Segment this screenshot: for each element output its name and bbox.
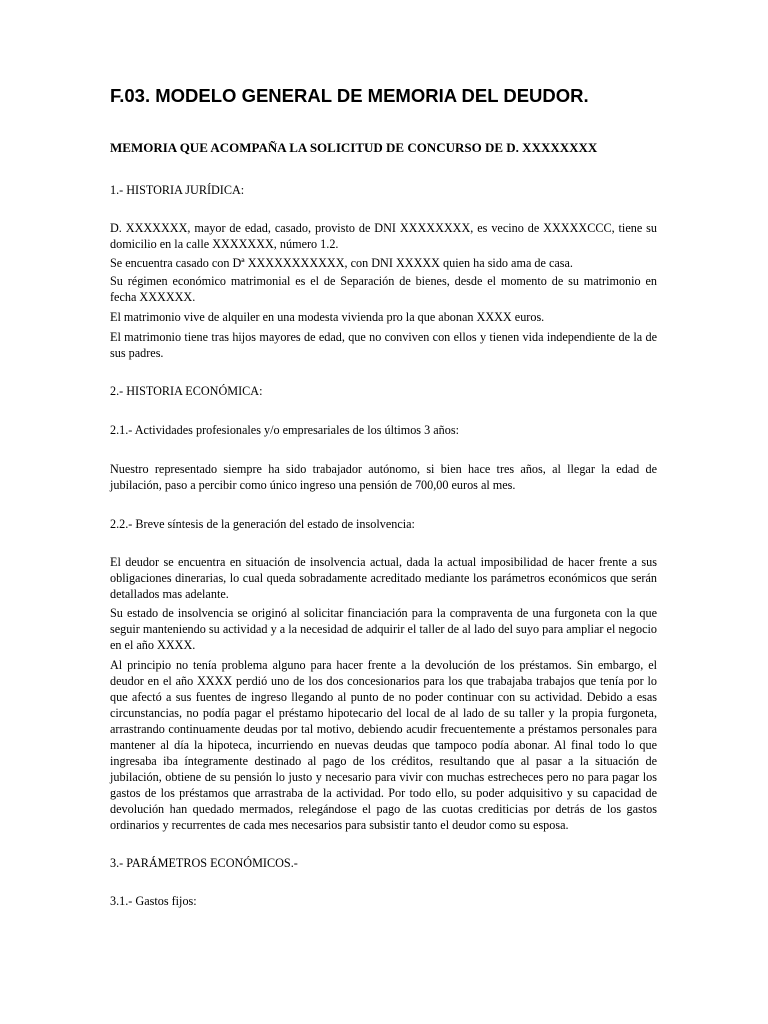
section-2-2-paragraph: Su estado de insolvencia se originó al solicitar financiación para la compraventa de una furgoneta con la que seguir manteniendo su actividad y a la necesidad de adquirir el taller de al lado del suyo para ampliar el negocio en el año XXXX. — [110, 606, 657, 652]
section-2-2-paragraph: Al principio no tenía problema alguno para hacer frente a la devolución de los préstamos. Sin embargo, el deudor en el año XXXX perdió uno de los dos concesionarios para los que trabajaba trabajos que tenía por lo que afectó a sus fuentes de ingreso llegando al punto de no poder continuar con su actividad. Debido a esas circunstancias, no podía pagar el préstamo hipotecario del local de al lado de su taller y la propia furgoneta, arrastrando continuamente deudas por tal motivo, debiendo acudir frecuentemente a préstamos personales para mantener al día la hipoteca, incurriendo en nuevas deudas que tampoco podía abonar. Al final todo lo que ingresaba iba íntegramente destinado al pago de los créditos, resultando que al pasar a la situación de jubilación, obtiene de su pensión lo justo y necesario para vivir con muchas estrecheces pero no para pagar los gastos de los préstamos que arrastraba de la actividad. Por todo ello, su poder adquisitivo y su capacidad de devolución han quedado mermados, relegándose el pago de las cuotas crediticias por detrás de los gastos ordinarios y recurrentes de cada mes necesarios para subsistir tanto el deudor como su esposa. — [110, 658, 657, 832]
section-2-1-paragraph: Nuestro representado siempre ha sido trabajador autónomo, si bien hace tres años, al llegar la edad de jubilación, paso a percibir como único ingreso una pensión de 700,00 euros al mes. — [110, 462, 657, 492]
section-1-paragraph: El matrimonio vive de alquiler en una modesta vivienda pro la que abonan XXXX euros. — [110, 310, 545, 324]
section-1-paragraph: El matrimonio tiene tras hijos mayores de edad, que no conviven con ellos y tienen vida independiente de la de sus padres. — [110, 330, 657, 360]
section-2-1-heading: 2.1.- Actividades profesionales y/o empresariales de los últimos 3 años: — [110, 423, 459, 437]
section-1-paragraph: D. XXXXXXX, mayor de edad, casado, provisto de DNI XXXXXXXX, es vecino de XXXXXCCC, tiene su domicilio en la calle XXXXXXX, número 1.2. — [110, 221, 657, 251]
section-1-paragraph: Su régimen económico matrimonial es el de Separación de bienes, desde el momento de su matrimonio en fecha XXXXXX. — [110, 274, 657, 304]
section-2-2-heading: 2.2.- Breve síntesis de la generación del estado de insolvencia: — [110, 517, 415, 531]
section-2-2-paragraph: El deudor se encuentra en situación de insolvencia actual, dada la actual imposibilidad de hacer frente a sus obligaciones dinerarias, lo cual queda sobradamente acreditado mediante los parámetros económicos que serán detallados mas adelante. — [110, 555, 657, 601]
section-1-heading: 1.- HISTORIA JURÍDICA: — [110, 183, 245, 197]
section-1-paragraph: Se encuentra casado con Dª XXXXXXXXXXX, con DNI XXXXX quien ha sido ama de casa. — [110, 256, 573, 270]
document-subtitle: MEMORIA QUE ACOMPAÑA LA SOLICITUD DE CONCURSO DE D. XXXXXXXX — [110, 140, 598, 155]
section-3-heading: 3.- PARÁMETROS ECONÓMICOS.- — [110, 856, 298, 870]
section-3-1-heading: 3.1.- Gastos fijos: — [110, 894, 197, 908]
document-title: F.03. MODELO GENERAL DE MEMORIA DEL DEUDOR. — [110, 85, 589, 106]
section-2-heading: 2.- HISTORIA ECONÓMICA: — [110, 384, 263, 398]
